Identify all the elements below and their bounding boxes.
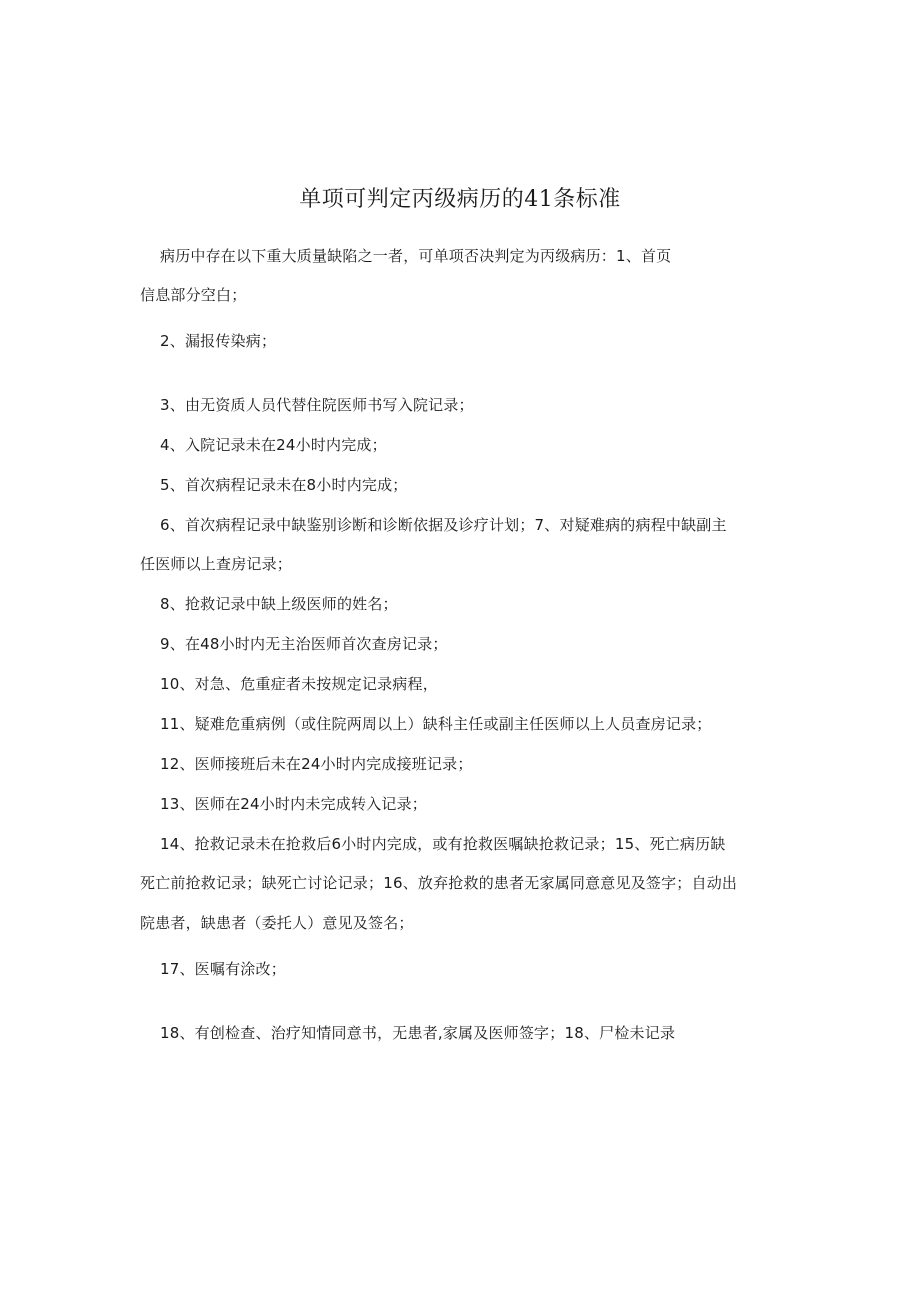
- list-item: 17、医嘱有涂改；: [160, 960, 286, 978]
- list-item: 4、入院记录未在24小时内完成；: [160, 436, 387, 454]
- list-item: 11、疑难危重病例（或住院两周以上）缺科主任或副主任医师以上人员查房记录；: [160, 715, 712, 733]
- list-item: 14、抢救记录未在抢救后6小时内完成，或有抢救医嘱缺抢救记录；15、死亡病历缺: [160, 835, 726, 853]
- list-item-continuation: 院患者，缺患者（委托人）意见及签名；: [140, 914, 414, 932]
- list-item: 13、医师在24小时内未完成转入记录；: [160, 795, 427, 813]
- list-item: 10、对急、危重症者未按规定记录病程，: [160, 675, 438, 693]
- list-item: 5、首次病程记录未在8小时内完成；: [160, 476, 408, 494]
- list-item: 6、首次病程记录中缺鉴别诊断和诊断依据及诊疗计划；7、对疑难病的病程中缺副主: [160, 516, 727, 534]
- list-item: 8、抢救记录中缺上级医师的姓名；: [160, 595, 398, 613]
- list-item: 3、由无资质人员代替住院医师书写入院记录；: [160, 396, 474, 414]
- list-item: 18、有创检查、治疗知情同意书，无患者,家属及医师签字；18、尸检未记录: [160, 1024, 676, 1042]
- list-item: 9、在48小时内无主治医师首次查房记录；: [160, 635, 448, 653]
- list-item: 12、医师接班后未在24小时内完成接班记录；: [160, 755, 473, 773]
- paragraph-line: 病历中存在以下重大质量缺陷之一者，可单项否决判定为丙级病历：1、首页: [160, 247, 672, 265]
- list-item: 2、漏报传染病；: [160, 332, 277, 350]
- document-title: 单项可判定丙级病历的41条标准: [299, 187, 621, 212]
- paragraph-line: 信息部分空白；: [140, 286, 247, 304]
- list-item-continuation: 死亡前抢救记录；缺死亡讨论记录；16、放弃抢救的患者无家属同意意见及签字；自动出: [140, 874, 738, 892]
- list-item-continuation: 任医师以上查房记录；: [140, 555, 293, 573]
